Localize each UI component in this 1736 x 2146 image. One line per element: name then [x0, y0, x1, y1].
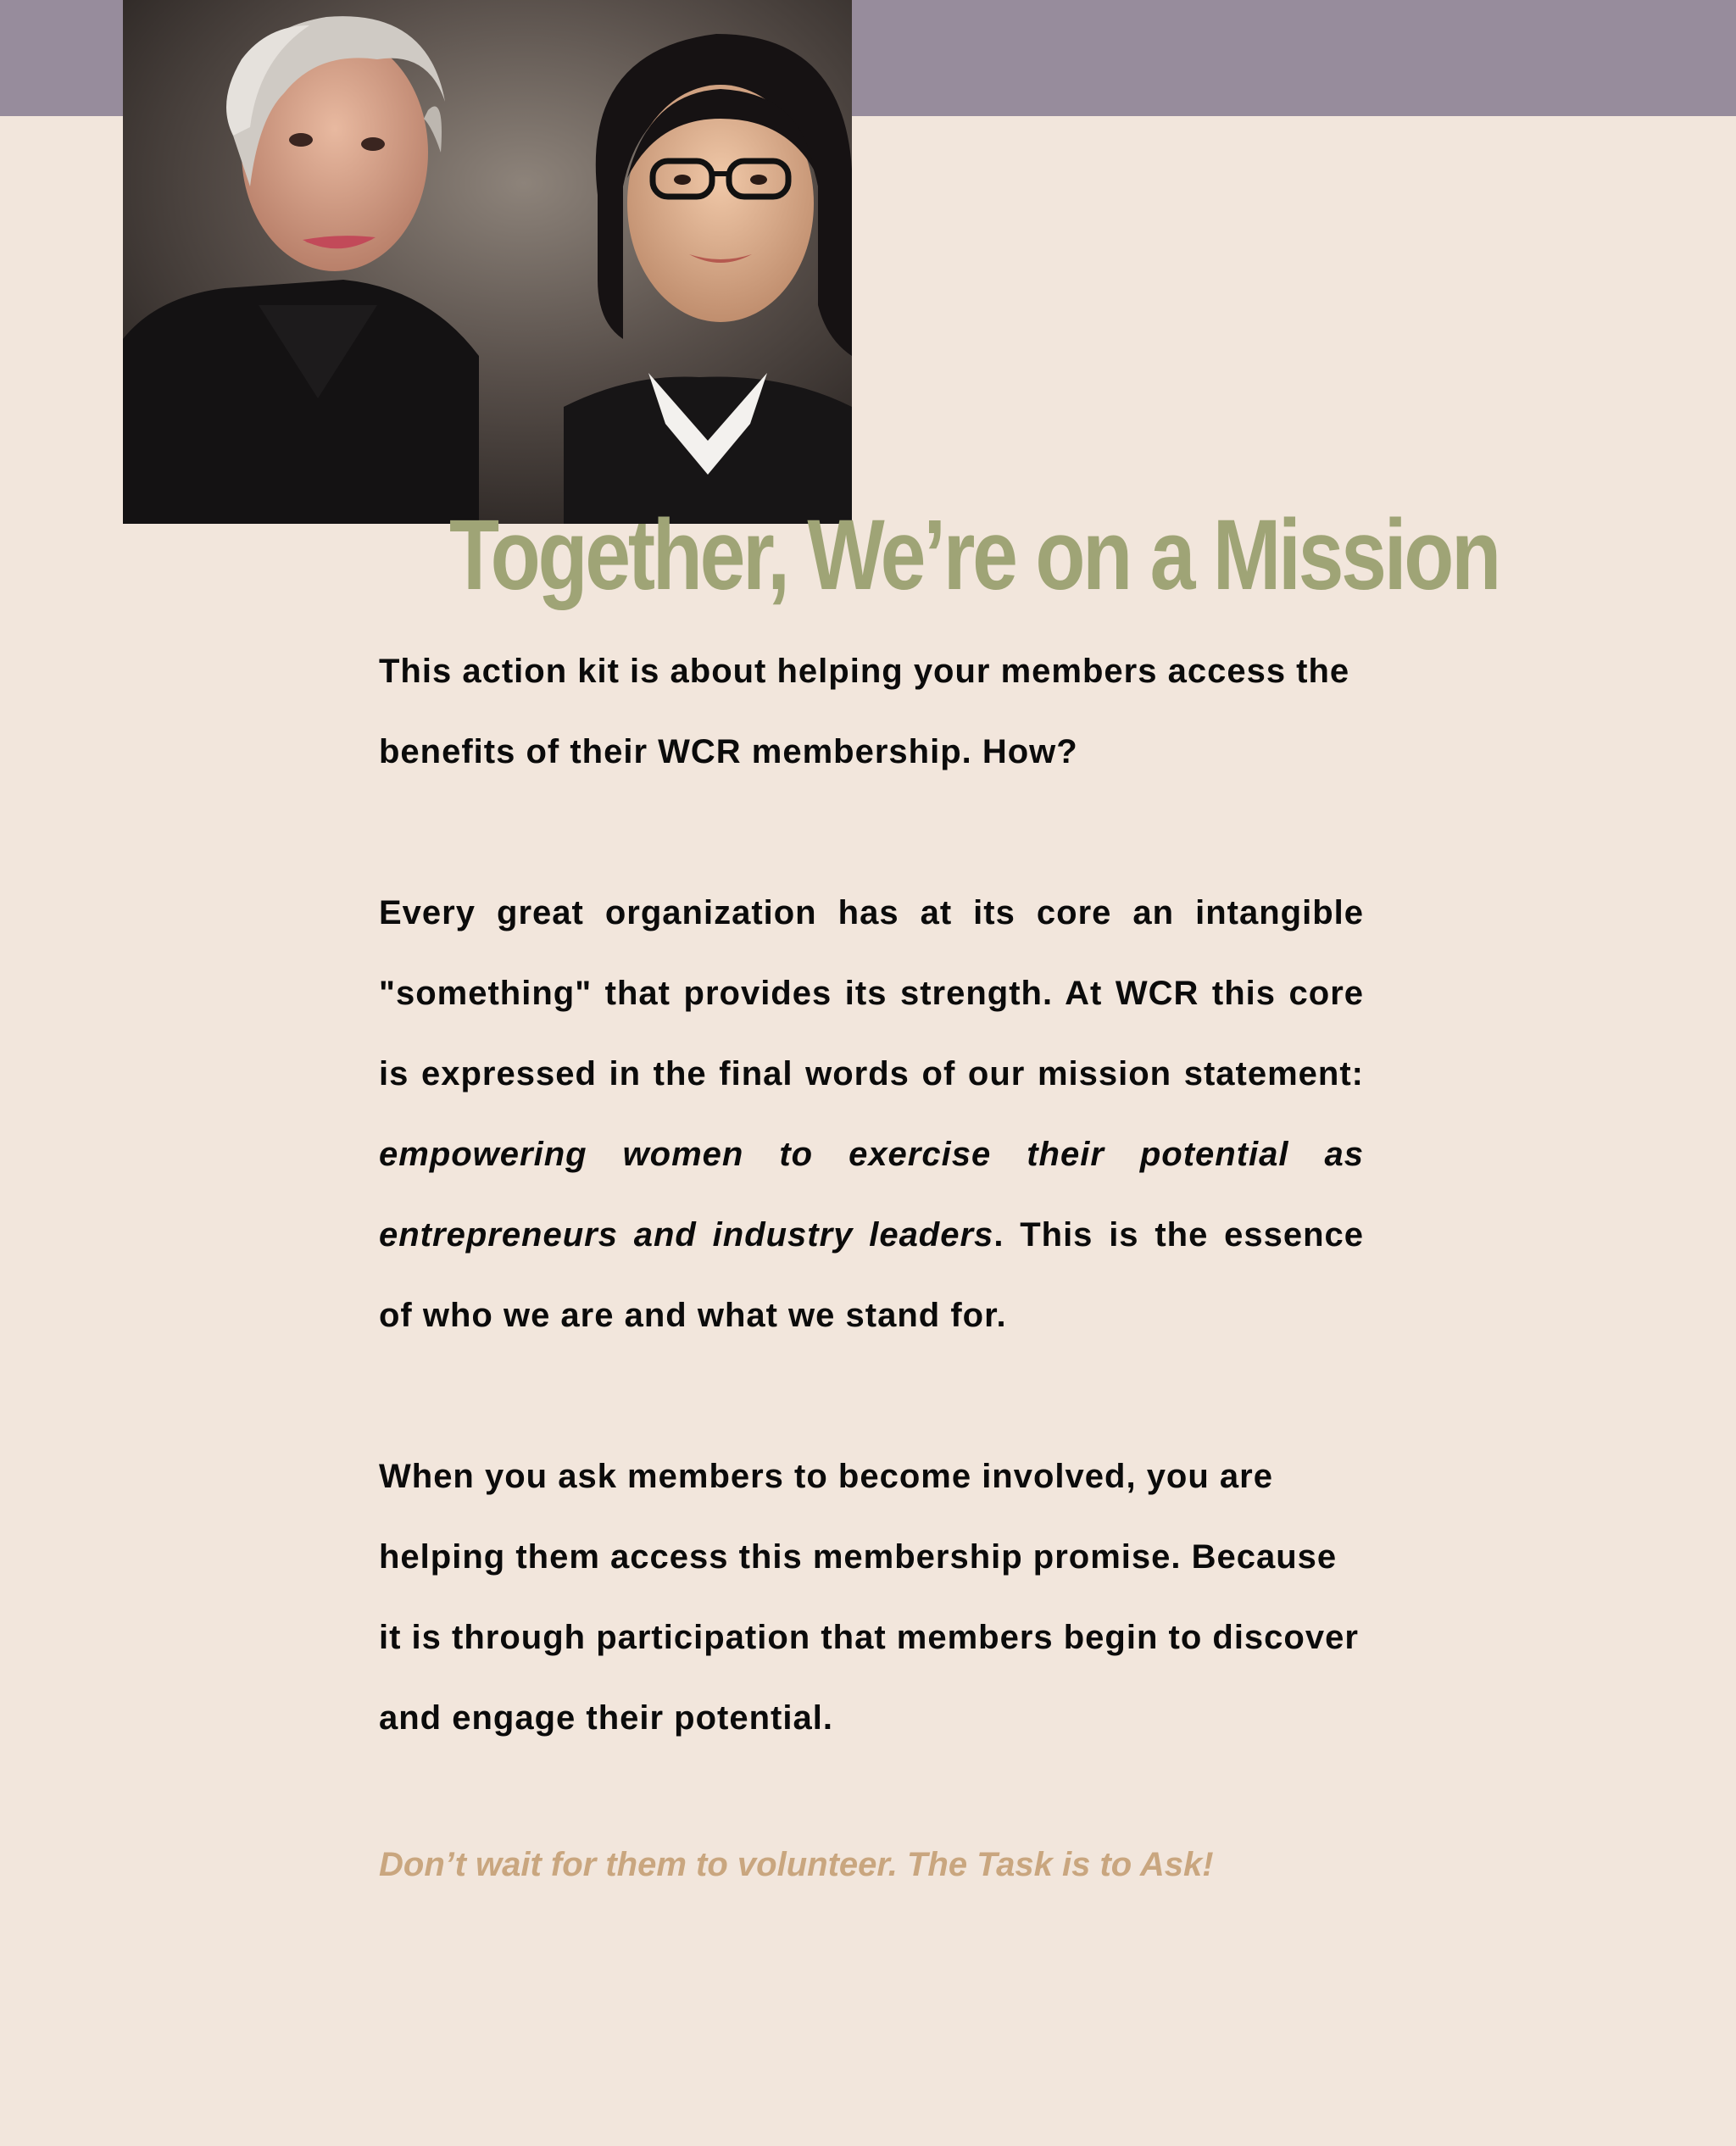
two-women-portrait-image — [123, 0, 852, 524]
involvement-paragraph: When you ask members to become involved, you are helping them access this membership promise. Because it is through participation that members begin to discover and engage their potential. — [379, 1458, 1359, 1737]
tagline: Don’t wait for them to volunteer. The Task is to Ask! — [379, 1846, 1214, 1883]
mission-paragraph — [379, 873, 1364, 1356]
mission-paragraph-end: . This is the essence of who we are and what we stand for. — [379, 1216, 1365, 1334]
mission-statement-quote: empowering women to exercise their potential as entrepreneurs and industry leaders — [379, 1136, 1364, 1254]
mission-paragraph-start: Every great organization has at its core an intangible "something" that provides its strength. At WCR this core is expressed in the final words of our mission statement: — [379, 894, 1364, 1092]
page-title: Together, We’re on a Mission — [449, 499, 1499, 611]
body-copy — [379, 631, 1364, 1839]
intro-paragraph: This action kit is about helping your members access the benefits of their WCR membership. How? — [379, 653, 1350, 770]
portrait-photo — [123, 0, 852, 524]
